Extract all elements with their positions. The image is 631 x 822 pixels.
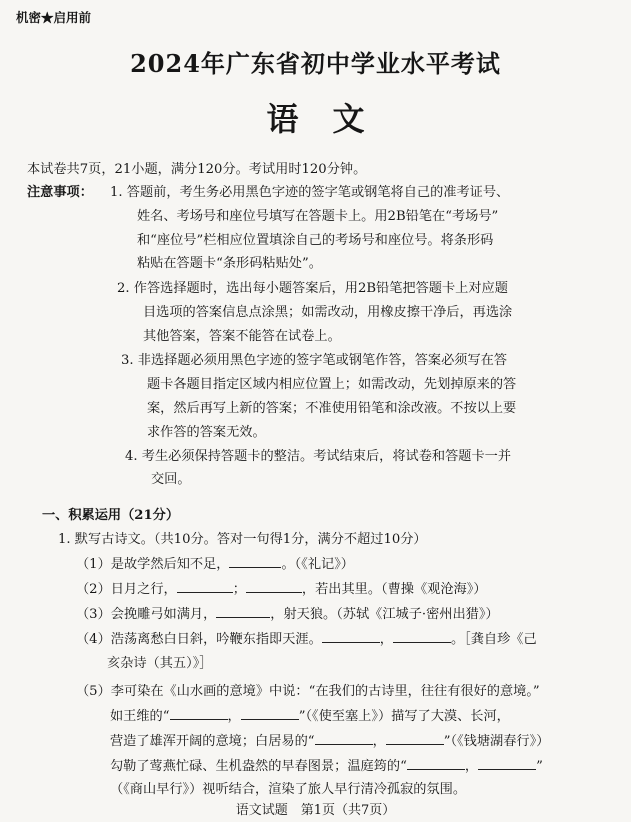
notice-item-3-line-3: 案，然后再写上新的答案；不准使用铅笔和涂改液。不按以上要 — [147, 401, 517, 416]
notice-item-3-line-2: 题卡各题目指定区域内相应位置上；如需改动，先划掉原来的答 — [147, 377, 517, 392]
q1-2-source: ，若出其里。（曹操《观沧海》） — [301, 582, 487, 597]
page-footer: 语文试题 第1页（共7页） — [235, 803, 396, 818]
notice-item-1-line-2: 姓名、考场号和座位号填写在答题卡上。用2B铅笔在“考场号” — [137, 209, 499, 224]
q1-5-text: 营造了雄浑开阔的意境；白居易的“ — [110, 734, 315, 749]
notice-item-2-line-2: 目选项的答案信息点涂黑；如需改动，用橡皮擦干净后，再选涂 — [143, 305, 513, 320]
q1-5-text: ”（《钱塘湖春行》） — [443, 734, 550, 749]
q1-5-text: ” — [536, 759, 543, 774]
q1-2-text: （2）日月之行， — [76, 582, 177, 597]
notice-item-1-line-3: 和“座位号”栏相应位置填涂自己的考场号和座位号。将条形码 — [137, 233, 494, 248]
question-1-4-line-2: 亥杂诗（其五）》］ — [107, 656, 213, 671]
notice-item-3-line-4: 求作答的答案无效。 — [147, 425, 266, 440]
q1-2-sep: ； — [232, 582, 246, 597]
notice-item-2-line-3: 其他答案，答案不能答在试卷上。 — [143, 329, 341, 344]
notice-item-4-line-2: 交回。 — [151, 472, 191, 487]
question-1-5-line-3 — [110, 732, 549, 752]
q1-4-sep: ， — [379, 632, 393, 647]
question-1-3 — [76, 605, 499, 625]
q1-4-source: 。［龚自珍《己 — [450, 632, 537, 647]
q1-5-text: 如王维的“ — [110, 709, 170, 724]
answer-blank — [177, 580, 233, 593]
notice-item-2-line-1: 2. 作答选择题时，选出每小题答案后，用2B铅笔把答题卡上对应题 — [117, 281, 508, 296]
q1-5-sep: ， — [227, 709, 241, 724]
answer-blank — [478, 757, 536, 770]
q1-5-text: ”（《使至塞上》）描写了大漠、长河， — [298, 709, 510, 724]
answer-blank — [393, 630, 451, 643]
answer-blank — [246, 580, 302, 593]
q1-3-text: （3）会挽雕弓如满月， — [76, 607, 217, 622]
answer-blank — [241, 707, 299, 720]
answer-blank — [386, 732, 444, 745]
q1-5-sep: ， — [372, 734, 386, 749]
q1-5-sep: ， — [464, 759, 479, 774]
q1-4-text: （4）浩荡离愁白日斜，吟鞭东指即天涯。 — [76, 632, 322, 647]
question-1-1 — [76, 555, 354, 575]
answer-blank — [322, 630, 380, 643]
answer-blank — [315, 732, 373, 745]
q1-1-text: （1）是故学然后知不足， — [76, 557, 230, 572]
q1-3-source: ，射天狼。（苏轼《江城子·密州出猎》） — [270, 607, 499, 622]
confidential-mark: 机密★启用前 — [16, 10, 92, 25]
notice-item-4-line-1: 4. 考生必须保持答题卡的整洁。考试结束后，将试卷和答题卡一并 — [125, 449, 512, 464]
question-1-5-line-4 — [110, 757, 543, 777]
notice-item-1-line-4: 粘贴在答题卡“条形码粘贴处”。 — [137, 256, 322, 271]
question-1-4 — [76, 630, 537, 650]
q1-1-source: 。（《礼记》） — [281, 557, 354, 572]
answer-blank — [229, 555, 281, 568]
answer-blank — [170, 707, 228, 720]
notice-item-3-line-1: 3. 非选择题必须用黑色字迹的签字笔或钢笔作答，答案必须写在答 — [121, 353, 508, 368]
exam-intro: 本试卷共7页，21小题，满分120分。考试用时120分钟。 — [27, 162, 367, 177]
question-1-5-line-5: （《商山早行》）视听结合，渲染了旅人早行清冷孤寂的氛围。 — [110, 782, 467, 797]
section-heading: 一、积累运用（21分） — [42, 508, 180, 523]
subject-title: 语文 — [266, 100, 399, 138]
answer-blank — [407, 757, 465, 770]
q1-5-text: 勾勒了莺燕忙碌、生机盎然的早春图景；温庭筠的“ — [110, 759, 407, 774]
notice-label: 注意事项： — [27, 185, 93, 200]
question-1-stem: 1. 默写古诗文。（共10分。答对一句得1分，满分不超过10分） — [58, 532, 427, 547]
question-1-5-line-2 — [110, 707, 510, 727]
answer-blank — [216, 605, 270, 618]
notice-item-1-line-1: 1. 答题前，考生务必用黑色字迹的签字笔或钢笔将自己的准考证号、 — [110, 185, 510, 200]
question-1-5-line-1: （5）李可染在《山水画的意境》中说：“在我们的古诗里，往往有很好的意境。” — [76, 684, 540, 699]
exam-title: 2024年广东省初中学业水平考试 — [130, 49, 501, 78]
question-1-2 — [76, 580, 487, 600]
